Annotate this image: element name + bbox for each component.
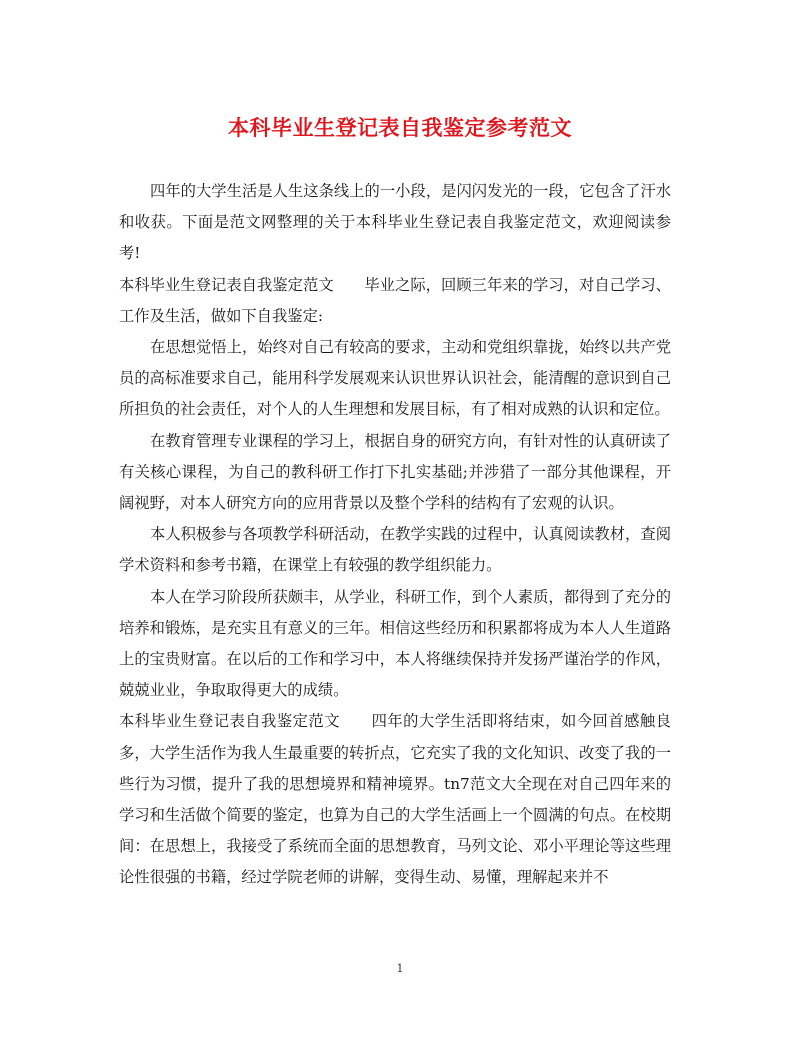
section-1-body-paragraph: 本人积极参与各项教学科研活动，在教学实践的过程中，认真阅读教材，查阅学术资料和参考书籍，在课堂上有较强的教学组织能力。	[119, 525, 671, 575]
section-1-paragraph	[119, 270, 671, 332]
section-2-paragraph	[119, 706, 671, 893]
section-1-body-paragraph: 在思想觉悟上，始终对自己有较高的要求，主动和党组织靠拢，始终以共产党员的高标准要求自己，能用科学发展观来认识世界认识社会，能清醒的意识到自己所担负的社会责任，对个人的人生理想和发展目标，有了相对成熟的认识和定位。	[119, 338, 671, 419]
section-1-lead: 毕业之际，回顾三年来的学习，对自己学习、工作及生活，做如下自我鉴定:	[119, 275, 671, 325]
section-1-body-paragraph: 本人在学习阶段所获颇丰，从学业，科研工作，到个人素质，都得到了充分的培养和锻炼，是充实且有意义的三年。相信这些经历和积累都将成为本人人生道路上的宝贵财富。在以后的工作和学习中，本人将继续保持并发扬严谨治学的作风，兢兢业业，争取取得更大的成绩。	[119, 587, 671, 700]
section-2-lead: 四年的大学生活即将结束，如今回首感触良多，大学生活作为我人生最重要的转折点，它充实了我的文化知识、改变了我的一些行为习惯，提升了我的思想境界和精神境界。tn7范文大全现在对自己四年来的学习和生活做个简要的鉴定，也算为自己的大学生活画上一个圆满的句点。在校期间：在思想上，我接受了系统而全面的思想教育，马列文论、邓小平理论等这些理论性很强的书籍，经过学院老师的讲解，变得生动、易懂，理解起来并不	[119, 712, 671, 887]
intro-paragraph: 四年的大学生活是人生这条线上的一小段，是闪闪发光的一段，它包含了汗水和收获。下面是范文网整理的关于本科毕业生登记表自我鉴定范文，欢迎阅读参考!	[119, 182, 671, 263]
section-1-body-paragraph: 在教育管理专业课程的学习上，根据自身的研究方向，有针对性的认真研读了有关核心课程，为自己的教科研工作打下扎实基础;并涉猎了一部分其他课程，开阔视野，对本人研究方向的应用背景以及整个学科的结构有了宏观的认识。	[119, 431, 671, 513]
document-title: 本科毕业生登记表自我鉴定参考范文	[228, 115, 572, 140]
document-body	[119, 176, 671, 894]
section-2-heading: 本科毕业生登记表自我鉴定范文	[119, 712, 340, 731]
page-number: 1	[396, 962, 404, 975]
section-1-heading: 本科毕业生登记表自我鉴定范文	[119, 275, 334, 294]
